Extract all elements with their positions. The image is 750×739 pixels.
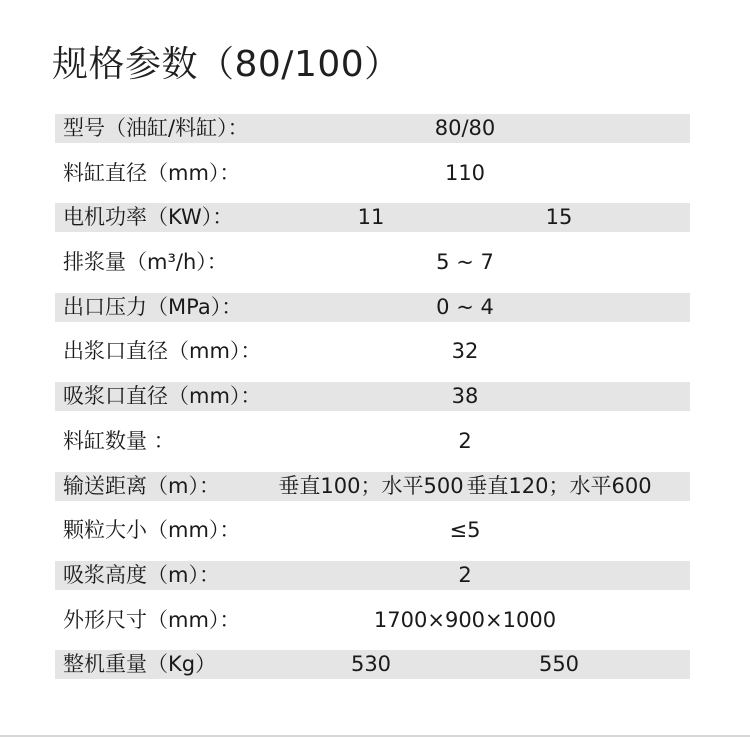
spec-value-discharge-volume: 5 ~ 7 bbox=[436, 250, 494, 275]
spec-value-suction-height: 2 bbox=[458, 562, 472, 587]
spec-label-weight: 整机重量（Kg） bbox=[63, 652, 217, 677]
spec-row-model bbox=[55, 114, 690, 159]
spec-row-particle-size bbox=[55, 516, 690, 561]
page-title: 规格参数（80/100） bbox=[52, 44, 401, 85]
spec-value-conveying-distance-80: 垂直100；水平500 bbox=[278, 473, 464, 498]
spec-value-weight-80: 530 bbox=[350, 652, 392, 677]
spec-label-discharge-volume: 排浆量（m³/h）： bbox=[63, 250, 228, 275]
spec-value-inlet-diameter: 38 bbox=[451, 384, 479, 409]
spec-label-model: 型号（油缸/料缸）： bbox=[63, 116, 249, 140]
spec-value-conveying-distance-100: 垂直120；水平600 bbox=[466, 473, 652, 498]
spec-value-cylinder-count: 2 bbox=[458, 428, 472, 453]
spec-label-motor-power: 电机功率（KW）： bbox=[63, 205, 234, 230]
spec-row-outlet-diameter bbox=[55, 337, 690, 382]
spec-value-outlet-diameter: 32 bbox=[451, 339, 479, 364]
spec-value-outlet-pressure: 0 ~ 4 bbox=[436, 294, 494, 319]
spec-value-motor-power-80: 11 bbox=[357, 205, 385, 230]
spec-row-discharge-volume bbox=[55, 248, 690, 293]
spec-row-motor-power bbox=[55, 203, 690, 248]
bottom-divider bbox=[0, 735, 750, 737]
spec-label-conveying-distance: 输送距离（m）： bbox=[63, 473, 220, 498]
spec-value-dimensions: 1700×900×1000 bbox=[373, 607, 557, 632]
spec-row-outlet-pressure bbox=[55, 293, 690, 338]
spec-value-model: 80/80 bbox=[434, 116, 496, 140]
spec-value-motor-power-100: 15 bbox=[545, 205, 573, 230]
spec-value-weight-100: 550 bbox=[538, 652, 580, 677]
spec-row-cylinder-diameter bbox=[55, 159, 690, 204]
spec-row-suction-height bbox=[55, 561, 690, 606]
spec-value-cylinder-diameter: 110 bbox=[444, 160, 486, 185]
spec-row-cylinder-count bbox=[55, 427, 690, 472]
spec-label-dimensions: 外形尺寸（mm）： bbox=[63, 607, 241, 632]
spec-row-weight bbox=[55, 650, 690, 695]
spec-label-cylinder-count: 料缸数量 ： bbox=[63, 428, 175, 453]
spec-label-cylinder-diameter: 料缸直径（mm）： bbox=[63, 160, 241, 185]
spec-row-conveying-distance bbox=[55, 472, 690, 517]
spec-row-inlet-diameter bbox=[55, 382, 690, 427]
spec-label-outlet-diameter: 出浆口直径（mm）： bbox=[63, 339, 262, 364]
spec-label-outlet-pressure: 出口压力（MPa）： bbox=[63, 294, 243, 319]
spec-value-particle-size: ≤5 bbox=[449, 518, 481, 543]
spec-table bbox=[55, 114, 690, 695]
spec-row-dimensions bbox=[55, 606, 690, 651]
spec-label-particle-size: 颗粒大小（mm）： bbox=[63, 518, 241, 543]
spec-label-inlet-diameter: 吸浆口直径（mm）： bbox=[63, 384, 262, 409]
spec-label-suction-height: 吸浆高度（m）： bbox=[63, 562, 220, 587]
